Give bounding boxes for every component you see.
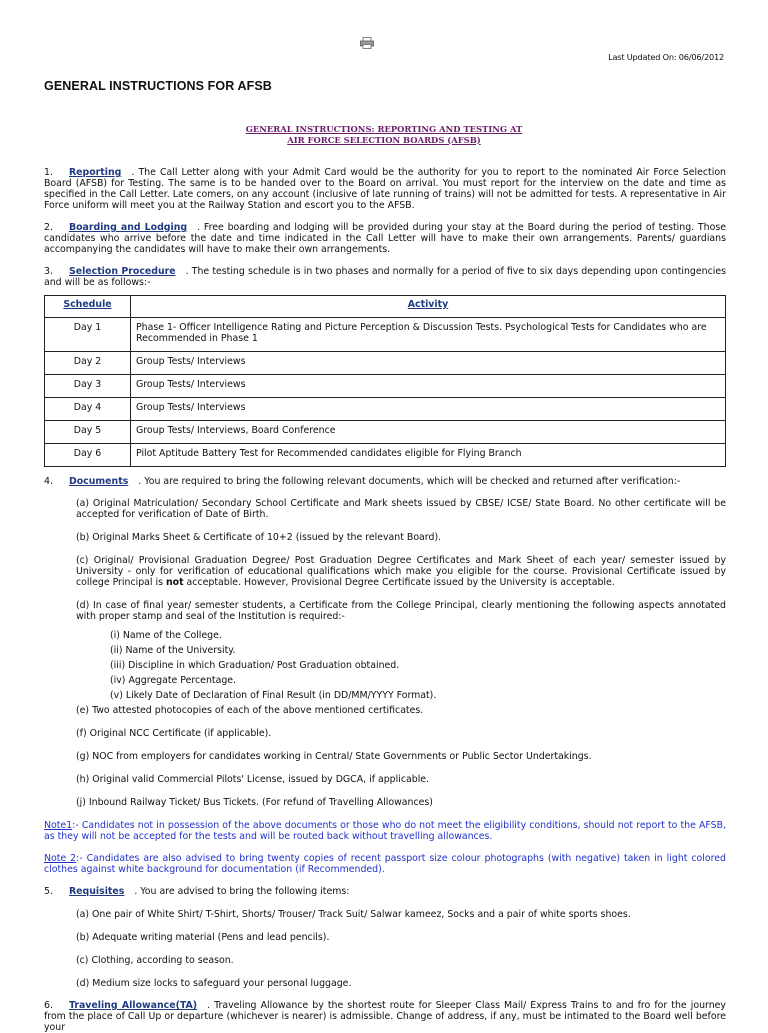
day-cell: Day 2 (45, 352, 131, 375)
section-boarding (44, 222, 726, 255)
document-body (44, 167, 726, 1033)
document-item-h: (h) Original valid Commercial Pilots' License, issued by DGCA, if applicable. (76, 774, 430, 785)
list-item: (v) Likely Date of Declaration of Final Result (in DD/MM/YYYY Format). (110, 690, 437, 701)
table-row (45, 375, 726, 398)
table-row (45, 444, 726, 467)
section-heading: Documents (68, 476, 129, 487)
page-title: GENERAL INSTRUCTIONS FOR AFSB (44, 79, 272, 93)
subtitle-line-1: GENERAL INSTRUCTIONS: REPORTING AND TESTING AT (245, 124, 523, 134)
note-label: Note1 (44, 820, 73, 831)
activity-cell: Pilot Aptitude Battery Test for Recommended candidates eligible for Flying Branch (131, 444, 726, 467)
section-number: 1. (44, 167, 53, 178)
section-text: . The Call Letter along with your Admit Card would be the authority for you to report to the nominated Air Force Selection Board (AFSB) for Testing. The same is to be handed over to the Board on arrival. You must report for the interview on the date and time as specified in the Call Letter. Late comers, on any account (inclusive of late running of trains) will not be admitted for tests. A representative in Air Force uniform will meet you at the Railway Station and escort you to the AFSB. (44, 167, 726, 211)
note-text: :- Candidates are also advised to bring twenty copies of recent passport size colour photographs (with negative) taken in light colored clothes against white background for documentation (if Recommended). (44, 853, 726, 875)
document-item-d: (d) In case of final year/ semester students, a Certificate from the College Principal, clearly mentioning the following aspects annotated with proper stamp and seal of the Institution is required:- (76, 600, 726, 622)
schedule-table (44, 295, 726, 467)
table-row (45, 318, 726, 352)
note-label: Note 2 (44, 853, 77, 864)
section-documents (44, 476, 726, 487)
list-item: (ii) Name of the University. (110, 645, 236, 656)
section-text: . You are advised to bring the following items: (134, 886, 350, 897)
list-item: (iv) Aggregate Percentage. (110, 675, 237, 686)
document-item-b: (b) Original Marks Sheet & Certificate of 10+2 (issued by the relevant Board). (76, 532, 442, 543)
section-heading: Requisites (68, 886, 125, 897)
document-item-c (44, 555, 726, 588)
table-row (45, 398, 726, 421)
document-item-j: (j) Inbound Railway Ticket/ Bus Tickets. (For refund of Travelling Allowances) (76, 797, 433, 808)
column-header-schedule: Schedule (45, 296, 131, 318)
day-cell: Day 6 (45, 444, 131, 467)
requisite-item-b: (b) Adequate writing material (Pens and lead pencils). (76, 932, 330, 943)
certificate-aspects-list (44, 630, 726, 701)
section-travel-allowance (44, 1000, 726, 1033)
section-number: 4. (44, 476, 53, 487)
requisite-item-a: (a) One pair of White Shirt/ T-Shirt, Shorts/ Trouser/ Track Suit/ Salwar kameez, Socks and a pair of white sports shoes. (76, 909, 631, 920)
document-item-e: (e) Two attested photocopies of each of the above mentioned certificates. (76, 705, 424, 716)
section-heading: Traveling Allowance(TA) (68, 1000, 198, 1011)
section-reporting (44, 167, 726, 211)
note-text: :- Candidates not in possession of the above documents or those who do not meet the eligibility conditions, should not report to the AFSB, as they will not be accepted for the tests and will be routed back without travelling allowances. (44, 820, 726, 842)
requisite-item-c: (c) Clothing, according to season. (76, 955, 234, 966)
list-item: (iii) Discipline in which Graduation/ Post Graduation obtained. (110, 660, 400, 671)
document-item-g: (g) NOC from employers for candidates working in Central/ State Governments or Public Sector Undertakings. (76, 751, 592, 762)
section-text: . Free boarding and lodging will be provided during your stay at the Board during the period of testing. Those candidates who arrive before the date and time indicated in the Call Letter will have to make their own arrangements. Parents/ guardians accompanying the candidates will have to make their own arrangements. (44, 222, 726, 255)
section-number: 2. (44, 222, 53, 233)
requisite-item-d: (d) Medium size locks to safeguard your personal luggage. (76, 978, 352, 989)
subtitle-line-2: AIR FORCE SELECTION BOARDS (AFSB) (287, 134, 481, 145)
document-item-a: (a) Original Matriculation/ Secondary School Certificate and Mark sheets issued by CBSE/ ICSE/ State Board. No other certificate will be accepted for verification of Date of Birth. (76, 498, 726, 520)
document-item-f: (f) Original NCC Certificate (if applicable). (76, 728, 272, 739)
list-item: (i) Name of the College. (110, 630, 222, 641)
document-item-c-text: (c) Original/ Provisional Graduation Degree/ Post Graduation Degree Certificates and Mark Sheet of each year/ semester issued by University - only for verification of educational qualifications which make you eligible for the course. Provisional Certificate issued by college Principal is (76, 555, 726, 588)
last-updated: Last Updated On: 06/06/2012 (608, 52, 724, 62)
activity-cell: Group Tests/ Interviews, Board Conference (131, 421, 726, 444)
activity-cell: Phase 1- Officer Intelligence Rating and Picture Perception & Discussion Tests. Psychological Tests for Candidates who are Recommended in Phase 1 (131, 318, 726, 352)
section-requisites (44, 886, 726, 897)
day-cell: Day 3 (45, 375, 131, 398)
subtitle (0, 124, 768, 145)
emphasis-not: not (165, 577, 184, 588)
table-row (45, 421, 726, 444)
column-header-activity: Activity (131, 296, 726, 318)
section-number: 5. (44, 886, 53, 897)
activity-cell: Group Tests/ Interviews (131, 352, 726, 375)
section-number: 6. (44, 1000, 53, 1011)
section-heading: Selection Procedure (68, 266, 176, 277)
section-heading: Reporting (68, 167, 122, 178)
activity-cell: Group Tests/ Interviews (131, 398, 726, 421)
day-cell: Day 5 (45, 421, 131, 444)
section-heading: Boarding and Lodging (68, 222, 188, 233)
section-text: . You are required to bring the following relevant documents, which will be checked and returned after verification:- (138, 476, 681, 487)
section-text: . Traveling Allowance by the shortest route for Sleeper Class Mail/ Express Trains to and fro for the journey from the place of Call Up or departure (whichever is nearer) is admissible. Change of address, if any, must be intimated to the Board well before your (44, 1000, 726, 1033)
section-text: . The testing schedule is in two phases and normally for a period of five to six days depending upon contingencies and will be as follows:- (44, 266, 726, 288)
activity-cell: Group Tests/ Interviews (131, 375, 726, 398)
section-number: 3. (44, 266, 53, 277)
document-item-c-text-end: acceptable. However, Provisional Degree Certificate issued by the University is acceptable. (183, 577, 615, 588)
day-cell: Day 4 (45, 398, 131, 421)
table-header-row (45, 296, 726, 318)
note-2 (44, 853, 726, 875)
note-1 (44, 820, 726, 842)
printer-icon[interactable] (360, 37, 374, 49)
day-cell: Day 1 (45, 318, 131, 352)
table-row (45, 352, 726, 375)
section-selection (44, 266, 726, 288)
